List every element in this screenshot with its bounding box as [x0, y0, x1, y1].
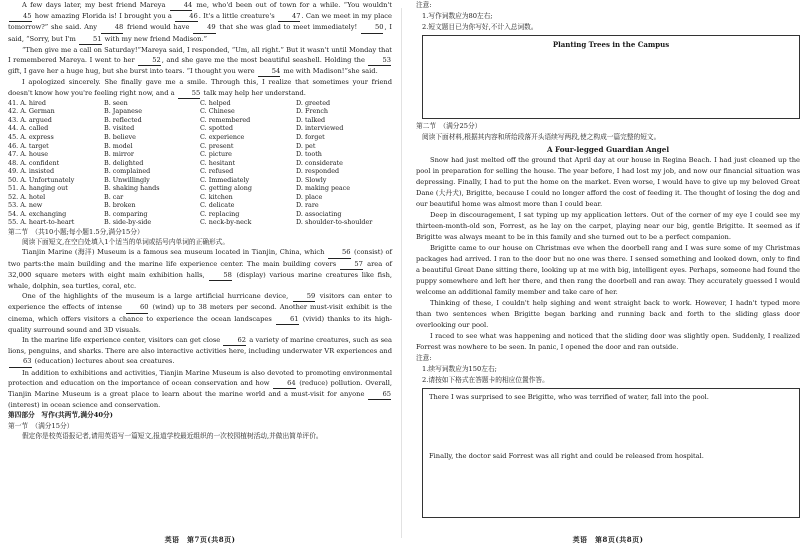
option-choice[interactable]: D. associating	[296, 209, 342, 218]
passage-text: (wind) up to 38 meters per second. Another must-visit exhibit is the cinema, which offers visitors a chance to experience the ocean landscapes	[8, 303, 392, 323]
blank-number[interactable]: 48	[101, 22, 124, 33]
option-choice[interactable]: B. complained	[104, 167, 151, 176]
option-choice[interactable]: D. responded	[296, 167, 340, 176]
option-choice[interactable]: D. place	[296, 192, 323, 201]
option-choice[interactable]: C. hesitant	[200, 158, 236, 167]
story-paragraph: Brigitte came to our house on Christmas eve when the doorbell rang and I was sure some of my Christmas packages had arrived. I ran to the door but no one was there. I sensed something and looked down, only to find a beautiful Great Dane sitting there, looking up at me with big, intelligent eyes. Perhaps, someone had found the puppy somewhere and left her there, and then rang the doorbell and ran away. They accurately guessed I would welcome an additional family member and take care of her.	[416, 244, 800, 296]
passage-text: (display) various marine creatures like fish, whale, dolphin, sea turtles, coral, etc.	[8, 270, 393, 291]
section2-heading-right: 第二节 （满分25分）	[416, 122, 482, 130]
option-choice[interactable]: B. seen	[104, 98, 128, 107]
option-choice[interactable]: D. Slowly	[296, 175, 327, 184]
paragraph-start-2: Finally, the doctor said Forrest was all right and could be released from hospital.	[429, 452, 704, 460]
option-row	[8, 184, 392, 193]
blank-number[interactable]: 47	[278, 11, 301, 22]
option-row	[8, 201, 392, 210]
note-item-1: 1.写作词数应为80左右;	[422, 12, 493, 20]
option-choice[interactable]: 53. A. new	[8, 201, 43, 210]
part4-heading: 第四部分 写作(共两节,满分40分)	[8, 411, 113, 420]
blank-number[interactable]: 61	[276, 314, 299, 325]
passage-text: me, who'd been out of town for a while. “You wouldn't	[193, 1, 392, 9]
option-choice[interactable]: C. experience	[200, 133, 245, 142]
blank-number[interactable]: 55	[178, 88, 201, 99]
passage-text: , I said, “Sorry, but I'm	[8, 23, 392, 43]
passage-text: talk may help her understand.	[201, 88, 306, 97]
option-choice[interactable]: 44. A. called	[8, 124, 49, 133]
section2-instruction: 阅读下面短文,在空白处填入1个适当的单词或括号内单词的正确形式。	[22, 238, 230, 247]
passage-text: I apologized sincerely. She finally gave me a smile. Through this, I realize that sometimes your friend doesn't know how you're feeling right now, and a	[8, 78, 392, 97]
option-choice[interactable]: B. delighted	[104, 158, 144, 167]
option-choice[interactable]: C. remembered	[200, 115, 251, 124]
passage-text: . It's a little creature's	[198, 12, 277, 21]
option-choice[interactable]: 41. A. hired	[8, 98, 46, 107]
passage-text: Tianjin Marine (海洋) Museum is a famous sea museum located in Tianjin, China, which	[22, 248, 327, 257]
right-page	[416, 0, 800, 551]
passage2-paragraph	[8, 291, 392, 335]
note2-label: 注意:	[416, 354, 432, 362]
option-choice[interactable]: 52. A. hotel	[8, 192, 46, 201]
paragraph-start-1: There I was surprised to see Brigitte, who was terrified of water, fall into the pool.	[429, 393, 709, 401]
option-choice[interactable]: B. shaking hands	[104, 184, 160, 193]
option-choice[interactable]: C. kitchen	[200, 192, 233, 201]
passage-text: with my new friend Madison.”	[102, 34, 208, 43]
option-row	[8, 218, 392, 227]
passage-text: visitors can enter to experience the effects of intense	[8, 292, 392, 312]
option-choice[interactable]: B. car	[104, 192, 124, 201]
option-choice[interactable]: D. interviewed	[296, 124, 344, 133]
option-row	[8, 99, 392, 108]
option-row	[8, 133, 392, 142]
option-choice[interactable]: C. delicate	[200, 201, 235, 210]
passage-text: (reduce) pollution. Overall, Tianjin Marine Museum is a great place to learn about the marine world and a must-visit for anyone	[8, 378, 392, 399]
option-choice[interactable]: B. broken	[104, 201, 136, 210]
passage-text: area of 32,000 square meters with eight main exhibition halls,	[8, 259, 392, 279]
blank-number[interactable]: 45	[9, 11, 32, 22]
passage2-paragraph	[8, 247, 392, 291]
passage1-paragraph	[8, 77, 392, 98]
option-choice[interactable]: B. model	[104, 141, 133, 150]
option-choice[interactable]: D. shoulder-to-shoulder	[296, 218, 373, 227]
option-row	[8, 176, 392, 185]
option-choice[interactable]: 42. A. German	[8, 107, 55, 116]
passage-text: One of the highlights of the museum is a large artificial hurricane device,	[22, 292, 292, 301]
note-label: 注意:	[416, 1, 432, 9]
passage-text: friend would have	[124, 23, 193, 32]
option-choice[interactable]: 55. A. heart-to-heart	[8, 218, 75, 227]
option-choice[interactable]: C. picture	[200, 150, 232, 159]
blank-number[interactable]: 50	[361, 22, 384, 33]
option-choice[interactable]: C. getting along	[200, 184, 252, 193]
grammar-fill-passage	[8, 247, 392, 410]
option-choice[interactable]: C. Chinese	[200, 107, 235, 116]
part4-prompt: 假定你是校英语报记者,请用英语写一篇短文,报道学校最近组织的一次校园植树活动,并做出简单评价。	[22, 431, 323, 440]
option-choice[interactable]: B. mirror	[104, 150, 134, 159]
page-footer-left: 英语 第7页(共8页)	[164, 535, 236, 544]
story-text	[416, 155, 800, 353]
story-title: A Four-legged Guardian Angel	[546, 145, 670, 154]
option-choice[interactable]: 47. A. house	[8, 150, 49, 159]
story-paragraph: Snow had just melted off the ground that April day at our house in Regina Beach. I had just cleaned up the pool in preparation for selling the house. The year before, I had lost my job, and now our financial situation was depressing. Finally, I had to put the home on the market. Even worse, I would have to give up my beloved Great Dane (大丹犬), Brigitte, because I could no longer afford the cost of feeding it. The thought of losing the dog and our beautiful home was almost more than I could bear.	[416, 156, 800, 208]
passage-text: . Can we meet in my place tomorrow?” she said. Any	[8, 12, 393, 32]
page-divider	[401, 8, 402, 538]
option-choice[interactable]: 43. A. argued	[8, 115, 52, 124]
option-choice[interactable]: C. spotted	[200, 124, 233, 133]
passage-text: (interest) in ocean science and conservation.	[8, 401, 161, 410]
option-choice[interactable]: C. neck-by-neck	[200, 218, 252, 227]
blank-number[interactable]: 58	[209, 270, 232, 281]
writing-box-title: Planting Trees in the Campus	[552, 40, 670, 49]
option-choice[interactable]: D. French	[296, 107, 329, 116]
option-choice[interactable]: C. replacing	[200, 209, 240, 218]
option-choice[interactable]: B. reflected	[104, 115, 142, 124]
option-row	[8, 124, 392, 133]
passage-text: gift, I gave her a huge hug, but she burst into tears. “I thought you were	[8, 67, 257, 76]
passage-text: (consist) of two parts:the main building and the marine life experience center. The main building covers	[8, 248, 392, 268]
option-choice[interactable]: 48. A. confident	[8, 158, 60, 167]
option-choice[interactable]: 49. A. insisted	[8, 167, 55, 176]
passage-text: In the marine life experience center, visitors can get close	[22, 336, 223, 345]
section2-heading: 第二节 （共10小题;每小题1.5分,满分15分）	[8, 228, 144, 237]
option-row	[8, 193, 392, 202]
option-choice[interactable]: D. talked	[296, 115, 326, 124]
option-choice[interactable]: B. Unwillingly	[104, 175, 150, 184]
option-choice[interactable]: C. refused	[200, 167, 234, 176]
option-row	[8, 107, 392, 116]
blank-number[interactable]: 64	[273, 378, 296, 389]
option-choice[interactable]: 54. A. exchanging	[8, 209, 67, 218]
passage1-paragraph	[8, 45, 392, 78]
passage-text: that she was glad to meet immediately!	[216, 23, 360, 32]
blank-number[interactable]: 46	[175, 11, 198, 22]
blank-number[interactable]: 51	[79, 34, 102, 45]
blank-number[interactable]: 57	[340, 259, 363, 270]
part4-section1-heading: 第一节 （满分15分）	[8, 421, 74, 430]
passage-text: how amazing Florida is! I brought you a	[32, 12, 175, 21]
passage2-paragraph	[8, 368, 392, 411]
option-choice[interactable]: 45. A. express	[8, 133, 54, 142]
writing-answer-box[interactable]	[422, 35, 800, 119]
option-choice[interactable]: D. making peace	[296, 184, 351, 193]
blank-number[interactable]: 59	[293, 291, 316, 302]
passage-text: a variety of marine creatures, such as sea lions, penguins, and sharks. There are also interactive activities here, including underwater VR experiences and	[8, 336, 392, 356]
option-row	[8, 116, 392, 125]
note-item-2: 2.短文题目已为你写好,不计入总词数。	[422, 23, 538, 31]
option-choice[interactable]: B. visited	[104, 124, 135, 133]
blank-number[interactable]: 53	[368, 55, 391, 66]
blank-number[interactable]: 49	[193, 22, 216, 33]
continuation-instruction: 阅读下面材料,根据其内容和所给段落开头语续写两段,使之构成一篇完整的短文。	[422, 133, 661, 141]
passage-text: me with Madison!”she said.	[281, 67, 378, 76]
note2-item-2: 2.请按如下格式在答题卡的相应位置作答。	[422, 376, 549, 384]
blank-number[interactable]: 52	[138, 55, 161, 66]
passage-text: (education) lectures about sea creatures.	[32, 357, 175, 366]
option-row	[8, 150, 392, 159]
passage2-paragraph	[8, 335, 392, 368]
option-choice[interactable]: 46. A. target	[8, 141, 49, 150]
option-choice[interactable]: C. Immediately	[200, 175, 250, 184]
option-choice[interactable]: B. Japanese	[104, 107, 142, 116]
blank-number[interactable]: 56	[328, 247, 351, 258]
passage-text: (vivid) thanks to its high-quality surround sound and 3D visuals.	[8, 314, 393, 334]
page-footer-right: 英语 第8页(共8页)	[572, 535, 644, 544]
blank-number[interactable]: 54	[258, 66, 281, 77]
blank-number[interactable]: 62	[223, 335, 246, 346]
option-choice[interactable]: D. rare	[296, 201, 319, 210]
passage1-paragraph	[8, 0, 392, 45]
passage-text: A few days later, my best friend Mareya	[22, 1, 169, 9]
blank-number[interactable]: 63	[9, 356, 32, 367]
blank-number[interactable]: 65	[368, 389, 391, 400]
option-choice[interactable]: C. present	[200, 141, 234, 150]
option-choice[interactable]: D. tooth	[296, 150, 322, 159]
option-choice[interactable]: D. considerate	[296, 158, 343, 167]
passage-text: “Then give me a call on Saturday!”Mareya said, I responded, “Um, all right.” But it wasn't until Monday that I remembered Mareya. I went to her	[8, 45, 392, 65]
blank-number[interactable]: 60	[126, 302, 149, 313]
option-row	[8, 142, 392, 151]
option-choice[interactable]: 51. A. hanging out	[8, 184, 68, 193]
cloze-options-table	[8, 99, 392, 227]
story-paragraph: I raced to see what was happening and noticed that the sliding door was slightly open. Suddenly, I realized Forrest was nowhere to be seen. In panic, I opened the door and ran outside.	[416, 332, 800, 351]
story-paragraph: Deep in discouragement, I sat typing up my application letters. Out of the corner of my eye I could see my thirteen-month-old son, Forrest, as he lay on the carpet, playing near our big, gentle Brigitte. It seemed as if Brigitte was always meant to be in this family and she turned out to be a perfect companion.	[416, 211, 800, 241]
option-choice[interactable]: B. side-by-side	[104, 218, 152, 227]
option-choice[interactable]: B. comparing	[104, 209, 148, 218]
story-paragraph: Thinking of these, I couldn't help sighing and went straight back to work. However, I hadn't typed more than two sentences when Brigitte began barking and running back and forth to the sliding glass door overlooking our pool.	[416, 299, 800, 329]
option-choice[interactable]: D. greeted	[296, 98, 331, 107]
cloze-passage	[8, 0, 392, 99]
left-page	[8, 0, 392, 551]
option-row	[8, 159, 392, 168]
passage-text: In addition to exhibitions and activities, Tianjin Marine Museum is also devoted to promoting environmental protection and education on the importance of ocean conservation and how	[8, 368, 392, 387]
continuation-answer-box[interactable]	[422, 388, 800, 518]
option-choice[interactable]: D. pet	[296, 141, 316, 150]
note2-item-1: 1.续写词数应为150左右;	[422, 365, 497, 373]
option-row	[8, 210, 392, 219]
option-choice[interactable]: 50. A. Unfortunately	[8, 175, 75, 184]
option-row	[8, 167, 392, 176]
passage-text: , and she gave me the most beautiful seashell. Holding the	[161, 56, 368, 65]
option-choice[interactable]: D. forget	[296, 133, 325, 142]
option-choice[interactable]: C. helped	[200, 98, 231, 107]
blank-number[interactable]: 44	[170, 0, 193, 11]
option-choice[interactable]: B. believe	[104, 133, 136, 142]
